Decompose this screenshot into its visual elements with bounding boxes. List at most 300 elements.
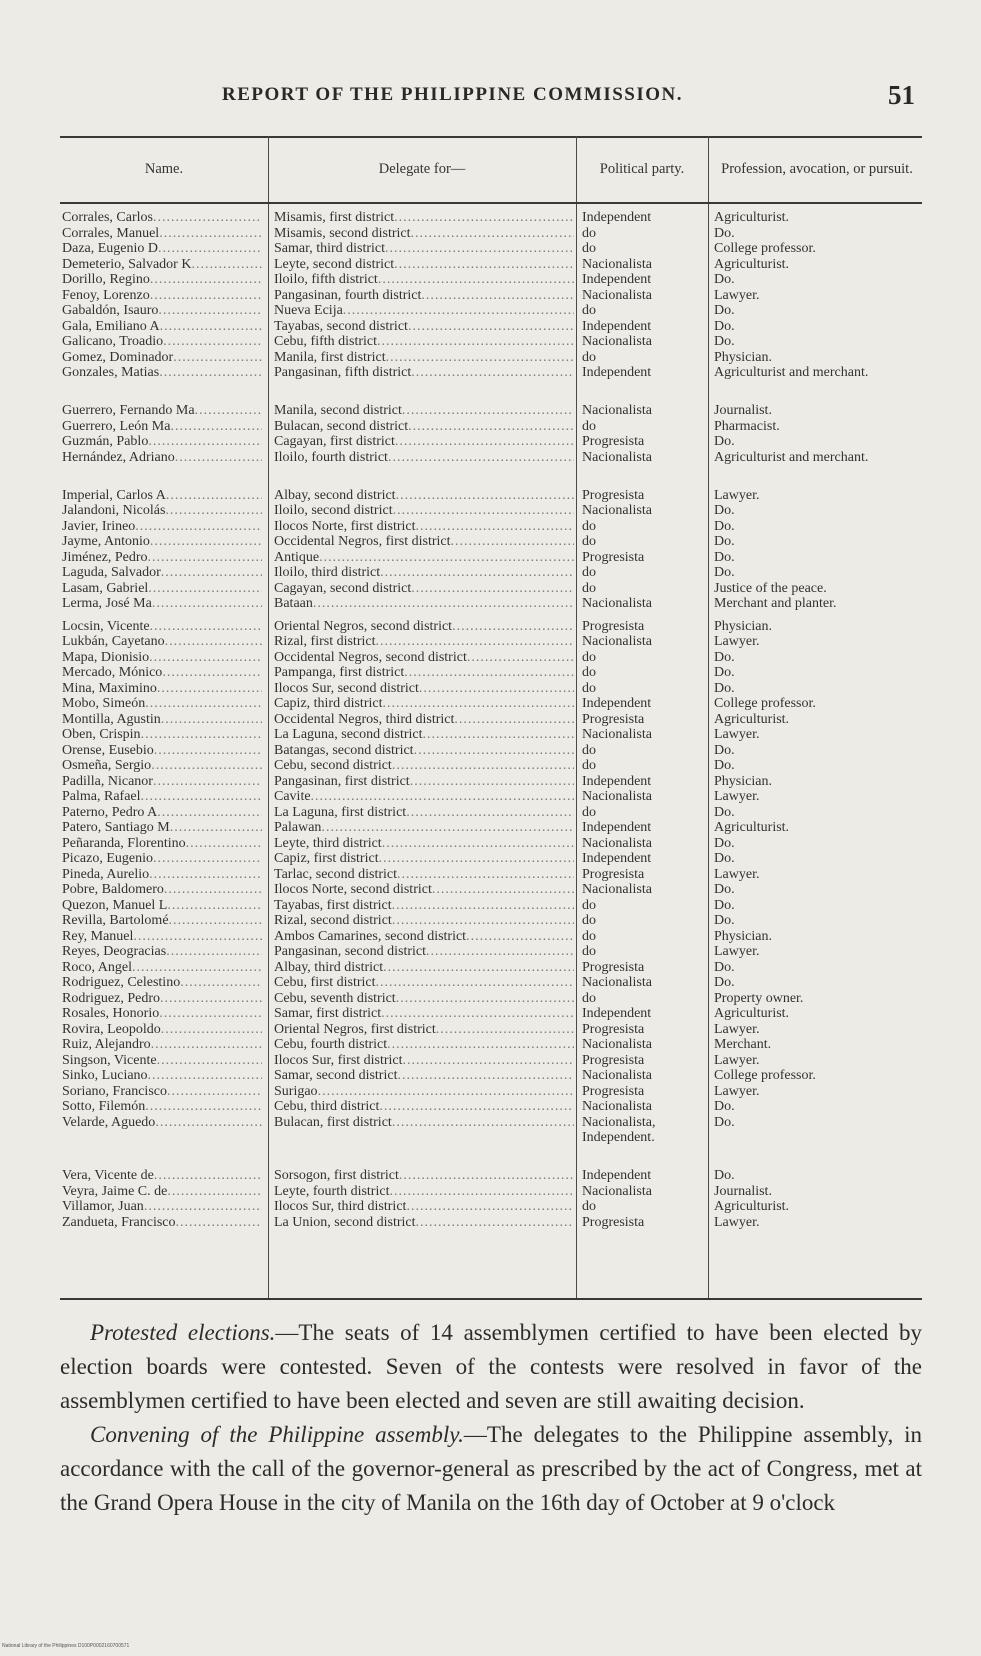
profession: Do. bbox=[714, 959, 735, 975]
delegate-district: Bulacan, first district ..... bbox=[274, 1115, 574, 1131]
political-party: Independent bbox=[582, 272, 652, 287]
political-party: Progresista bbox=[582, 1214, 645, 1230]
table-row bbox=[60, 1084, 922, 1100]
table-row bbox=[60, 634, 922, 650]
profession: Lawyer. bbox=[714, 1021, 760, 1037]
body-text bbox=[60, 1316, 922, 1520]
delegate-district: Occidental Negros, second district ..... bbox=[274, 650, 574, 666]
political-party: do bbox=[582, 665, 596, 680]
profession: Lawyer. bbox=[714, 727, 760, 742]
delegate-district: Ilocos Sur, third district ..... bbox=[274, 1199, 574, 1215]
political-party: Progresista bbox=[582, 618, 645, 634]
delegate-district: Pangasinan, fifth district ..... bbox=[274, 365, 574, 381]
table-row bbox=[60, 1115, 922, 1162]
paragraph-text: —The seats of 14 assemblymen certified to have been elected by election boards were contested. Seven of the contests were resolved in favor of the assemblymen certified to have been elected and seven are still awaiting decision. bbox=[60, 1320, 922, 1413]
political-party: do bbox=[582, 225, 596, 241]
profession: Lawyer. bbox=[714, 1052, 760, 1068]
table-row bbox=[60, 882, 922, 898]
delegate-district: Albay, second district ..... bbox=[274, 488, 574, 504]
political-party: Independent bbox=[582, 820, 652, 835]
profession: Physician. bbox=[714, 928, 772, 944]
delegate-district: Iloilo, third district ..... bbox=[274, 565, 574, 581]
political-party: Nacionalista bbox=[582, 287, 652, 303]
political-party: do bbox=[582, 944, 596, 959]
political-party: Nacionalista bbox=[582, 882, 652, 897]
political-party: Nacionalista bbox=[582, 1099, 652, 1114]
delegate-name: Corrales, Manuel ..... bbox=[62, 226, 262, 242]
delegate-name: Patero, Santiago M ..... bbox=[62, 820, 262, 836]
delegate-district: Misamis, first district ..... bbox=[274, 210, 574, 226]
delegate-name: Vera, Vicente de ..... bbox=[62, 1168, 262, 1184]
table-row bbox=[60, 581, 922, 597]
political-party: Nacionalista bbox=[582, 449, 652, 465]
table-row bbox=[60, 743, 922, 759]
delegate-district: Cavite ..... bbox=[274, 789, 574, 805]
delegate-district: Ilocos Sur, first district ..... bbox=[274, 1053, 574, 1069]
table-row bbox=[60, 805, 922, 821]
delegate-name: Dorillo, Regino ..... bbox=[62, 272, 262, 288]
political-party: Independent bbox=[582, 851, 652, 866]
table-row bbox=[60, 1184, 922, 1200]
profession: Lawyer. bbox=[714, 1083, 760, 1099]
delegate-district: Cebu, third district ..... bbox=[274, 1099, 574, 1115]
profession: Do. bbox=[714, 1168, 735, 1183]
political-party: Independent bbox=[582, 1006, 652, 1021]
delegate-district: Albay, third district ..... bbox=[274, 960, 574, 976]
political-party: Nacionalista bbox=[582, 334, 652, 349]
table-row bbox=[60, 696, 922, 712]
political-party: do bbox=[582, 580, 596, 596]
delegate-name: Orense, Eusebio ..... bbox=[62, 743, 262, 759]
profession: Lawyer. bbox=[714, 866, 760, 882]
delegate-district: Iloilo, second district ..... bbox=[274, 503, 574, 519]
profession: Lawyer. bbox=[714, 487, 760, 503]
delegate-name: Villamor, Juan ..... bbox=[62, 1199, 262, 1215]
political-party: Nacionalista bbox=[582, 503, 652, 518]
delegate-name: Galicano, Troadio ..... bbox=[62, 334, 262, 350]
delegate-district: Ilocos Sur, second district ..... bbox=[274, 681, 574, 697]
table-row bbox=[60, 774, 922, 790]
delegate-name: Mercado, Mónico ..... bbox=[62, 665, 262, 681]
profession: Do. bbox=[714, 225, 735, 241]
table-row bbox=[60, 419, 922, 435]
profession: Do. bbox=[714, 742, 735, 758]
header-rule bbox=[60, 202, 922, 204]
delegate-district: Samar, second district ..... bbox=[274, 1068, 574, 1084]
delegate-name: Padilla, Nicanor ..... bbox=[62, 774, 262, 790]
table-row bbox=[60, 681, 922, 697]
table-row bbox=[60, 1006, 922, 1022]
delegate-name: Oben, Crispin ..... bbox=[62, 727, 262, 743]
delegate-name: Mina, Maximino ..... bbox=[62, 681, 262, 697]
political-party: do bbox=[582, 649, 596, 665]
political-party: Nacionalista bbox=[582, 835, 652, 851]
delegate-district: Oriental Negros, second district ..... bbox=[274, 619, 574, 635]
table-row bbox=[60, 565, 922, 581]
profession: Merchant. bbox=[714, 1037, 772, 1052]
delegate-name: Singson, Vicente ..... bbox=[62, 1053, 262, 1069]
political-party: do bbox=[582, 349, 596, 365]
delegate-name: Picazo, Eugenio ..... bbox=[62, 851, 262, 867]
political-party: do bbox=[582, 534, 596, 549]
table-row bbox=[60, 450, 922, 481]
delegate-name: Rey, Manuel ..... bbox=[62, 929, 262, 945]
delegate-district: Batangas, second district ..... bbox=[274, 743, 574, 759]
profession: Agriculturist. bbox=[714, 210, 790, 225]
table-row bbox=[60, 1053, 922, 1069]
delegate-name: Daza, Eugenio D ..... bbox=[62, 241, 262, 257]
table-row bbox=[60, 1037, 922, 1053]
profession: Agriculturist. bbox=[714, 1199, 790, 1214]
delegate-name: Laguda, Salvador ..... bbox=[62, 565, 262, 581]
political-party: Independent bbox=[582, 1168, 652, 1183]
political-party: do bbox=[582, 990, 596, 1006]
delegate-name: Corrales, Carlos ..... bbox=[62, 210, 262, 226]
delegate-district: Cebu, fifth district ..... bbox=[274, 334, 574, 350]
delegate-district: Sorsogon, first district ..... bbox=[274, 1168, 574, 1184]
paragraph-lead: Convening of the Philippine assembly. bbox=[90, 1422, 464, 1447]
political-party: Progresista bbox=[582, 1083, 645, 1099]
delegate-district: Iloilo, fifth district ..... bbox=[274, 272, 574, 288]
political-party: Independent bbox=[582, 773, 652, 789]
political-party: Nacionalista bbox=[582, 1183, 652, 1199]
delegate-district: Oriental Negros, first district ..... bbox=[274, 1022, 574, 1038]
table-row bbox=[60, 350, 922, 366]
delegate-name: Gomez, Dominador ..... bbox=[62, 350, 262, 366]
profession: Agriculturist. bbox=[714, 1006, 790, 1021]
table-row bbox=[60, 434, 922, 450]
delegate-name: Reyes, Deogracias ..... bbox=[62, 944, 262, 960]
table-row bbox=[60, 226, 922, 242]
table-row bbox=[60, 534, 922, 550]
profession: College professor. bbox=[714, 241, 816, 256]
table-row bbox=[60, 596, 922, 612]
delegate-district: La Laguna, second district ..... bbox=[274, 727, 574, 743]
political-party: Progresista bbox=[582, 487, 645, 503]
delegate-district: La Laguna, first district ..... bbox=[274, 805, 574, 821]
political-party: Nacionalista bbox=[582, 789, 652, 804]
paragraph-text: —The delegates to the Philippine assembly, in accordance with the call of the governor-general as prescribed by the act of Congress, met at the Grand Opera House in the city of Manila on the 16th day of October at 9 o'clock bbox=[60, 1422, 922, 1515]
profession: Agriculturist and merchant. bbox=[714, 365, 869, 380]
delegate-name: Locsin, Vicente ..... bbox=[62, 619, 262, 635]
delegate-name: Gonzales, Matias ..... bbox=[62, 365, 262, 381]
table-row bbox=[60, 712, 922, 728]
table-row bbox=[60, 1199, 922, 1215]
delegate-name: Gabaldón, Isauro ..... bbox=[62, 303, 262, 319]
table-row bbox=[60, 503, 922, 519]
delegate-name: Lasam, Gabriel ..... bbox=[62, 581, 262, 597]
profession: Merchant and planter. bbox=[714, 596, 837, 611]
profession: Do. bbox=[714, 897, 735, 913]
delegate-name: Mapa, Dionisio ..... bbox=[62, 650, 262, 666]
delegate-name: Montilla, Agustin ..... bbox=[62, 712, 262, 728]
political-party: Nacionalista bbox=[582, 727, 652, 742]
delegate-district: Leyte, second district ..... bbox=[274, 257, 574, 273]
delegate-district: Tarlac, second district ..... bbox=[274, 867, 574, 883]
delegate-district: Palawan ..... bbox=[274, 820, 574, 836]
delegate-name: Hernández, Adriano ..... bbox=[62, 450, 262, 466]
political-party: Nacionalista bbox=[582, 634, 652, 649]
delegate-district: Ambos Camarines, second district ..... bbox=[274, 929, 574, 945]
delegate-district: Leyte, third district ..... bbox=[274, 836, 574, 852]
political-party: Independent bbox=[582, 318, 652, 334]
table-row bbox=[60, 303, 922, 319]
profession: Lawyer. bbox=[714, 944, 760, 959]
delegate-district: Pangasinan, second district ..... bbox=[274, 944, 574, 960]
profession: Do. bbox=[714, 1114, 735, 1130]
delegate-name: Veyra, Jaime C. de ..... bbox=[62, 1184, 262, 1200]
table-row bbox=[60, 727, 922, 743]
table-row bbox=[60, 1215, 922, 1231]
political-party: do bbox=[582, 418, 596, 434]
delegate-district: Bataan ..... bbox=[274, 596, 574, 612]
delegate-name: Jayme, Antonio ..... bbox=[62, 534, 262, 550]
table-row bbox=[60, 1168, 922, 1184]
delegate-name: Rodriguez, Celestino ..... bbox=[62, 975, 262, 991]
delegate-district: Cagayan, second district ..... bbox=[274, 581, 574, 597]
delegate-district: Cebu, first district ..... bbox=[274, 975, 574, 991]
profession: Do. bbox=[714, 975, 735, 990]
profession: Pharmacist. bbox=[714, 418, 780, 434]
table-row bbox=[60, 665, 922, 681]
profession: Do. bbox=[714, 804, 735, 820]
delegate-name: Velarde, Aguedo ..... bbox=[62, 1115, 262, 1131]
delegate-name: Revilla, Bartolomé ..... bbox=[62, 913, 262, 929]
paragraph-protested-elections bbox=[60, 1316, 922, 1418]
table-row bbox=[60, 1099, 922, 1115]
delegate-district: Nueva Ecija ..... bbox=[274, 303, 574, 319]
page-number: 51 bbox=[888, 80, 915, 110]
profession: Lawyer. bbox=[714, 789, 760, 804]
delegate-district: Cebu, second district ..... bbox=[274, 758, 574, 774]
header-party: Political party. bbox=[599, 161, 685, 177]
delegate-name: Imperial, Carlos A ..... bbox=[62, 488, 262, 504]
table-row bbox=[60, 913, 922, 929]
delegate-name: Guerrero, León Ma ..... bbox=[62, 419, 262, 435]
political-party: Nacionalista, Independent. bbox=[582, 1114, 656, 1145]
delegate-name: Rodriguez, Pedro ..... bbox=[62, 991, 262, 1007]
profession: Do. bbox=[714, 303, 735, 318]
political-party: do bbox=[582, 742, 596, 758]
profession: Journalist. bbox=[714, 1183, 772, 1199]
delegate-district: Manila, first district ..... bbox=[274, 350, 574, 366]
profession: Physician. bbox=[714, 618, 772, 634]
delegate-name: Guerrero, Fernando Ma ..... bbox=[62, 403, 262, 419]
profession: Lawyer. bbox=[714, 1214, 760, 1230]
delegate-district: Antique ..... bbox=[274, 550, 574, 566]
delegate-district: Manila, second district ..... bbox=[274, 403, 574, 419]
political-party: do bbox=[582, 680, 596, 696]
delegate-name: Lerma, José Ma ..... bbox=[62, 596, 262, 612]
delegate-district: Occidental Negros, first district ..... bbox=[274, 534, 574, 550]
delegate-district: Tayabas, second district ..... bbox=[274, 319, 574, 335]
header-name: Name. bbox=[144, 161, 184, 177]
delegate-district: Cagayan, first district ..... bbox=[274, 434, 574, 450]
delegate-district: Ilocos Norte, second district ..... bbox=[274, 882, 574, 898]
delegate-name: Guzmán, Pablo ..... bbox=[62, 434, 262, 450]
delegate-name: Mobo, Simeón ..... bbox=[62, 696, 262, 712]
delegate-name: Fenoy, Lorenzo ..... bbox=[62, 288, 262, 304]
political-party: Independent bbox=[582, 365, 652, 380]
table-row bbox=[60, 334, 922, 350]
political-party: do bbox=[582, 1199, 596, 1214]
profession: Do. bbox=[714, 549, 735, 565]
delegate-name: Peñaranda, Florentino ..... bbox=[62, 836, 262, 852]
table-row bbox=[60, 789, 922, 805]
delegate-name: Pobre, Baldomero ..... bbox=[62, 882, 262, 898]
running-head: REPORT OF THE PHILIPPINE COMMISSION. bbox=[222, 84, 684, 105]
profession: Do. bbox=[714, 851, 735, 866]
political-party: Nacionalista bbox=[582, 1068, 652, 1083]
political-party: Independent bbox=[582, 696, 652, 711]
header-delegate: Delegate for— bbox=[378, 161, 466, 177]
page-header bbox=[0, 80, 981, 120]
political-party: do bbox=[582, 758, 596, 773]
profession: Do. bbox=[714, 882, 735, 897]
table-row bbox=[60, 929, 922, 945]
delegate-district: Rizal, second district ..... bbox=[274, 913, 574, 929]
delegate-name: Gala, Emiliano A ..... bbox=[62, 319, 262, 335]
profession: Do. bbox=[714, 835, 735, 851]
delegate-name: Sinko, Luciano ..... bbox=[62, 1068, 262, 1084]
table-row bbox=[60, 960, 922, 976]
paragraph-convening bbox=[60, 1418, 922, 1520]
delegate-name: Rovira, Leopoldo ..... bbox=[62, 1022, 262, 1038]
delegate-district: Pampanga, first district ..... bbox=[274, 665, 574, 681]
delegate-district: Pangasinan, fourth district ..... bbox=[274, 288, 574, 304]
delegate-name: Javier, Irineo ..... bbox=[62, 519, 262, 535]
delegate-name: Soriano, Francisco ..... bbox=[62, 1084, 262, 1100]
delegate-district: Ilocos Norte, first district ..... bbox=[274, 519, 574, 535]
profession: Do. bbox=[714, 434, 735, 449]
table-row bbox=[60, 488, 922, 504]
delegate-name: Quezon, Manuel L ..... bbox=[62, 898, 262, 914]
profession: Do. bbox=[714, 649, 735, 665]
political-party: do bbox=[582, 804, 596, 820]
delegate-name: Ruiz, Alejandro ..... bbox=[62, 1037, 262, 1053]
table-row bbox=[60, 319, 922, 335]
profession: Do. bbox=[714, 318, 735, 334]
profession: Do. bbox=[714, 534, 735, 549]
profession: Do. bbox=[714, 334, 735, 349]
table-body bbox=[60, 210, 922, 1230]
profession: Physician. bbox=[714, 349, 772, 365]
table-row bbox=[60, 365, 922, 396]
political-party: do bbox=[582, 897, 596, 913]
header-profession: Profession, avocation, or pursuit. bbox=[721, 161, 913, 177]
table-row bbox=[60, 619, 922, 635]
table-row bbox=[60, 550, 922, 566]
profession: Agriculturist. bbox=[714, 820, 790, 835]
table-row bbox=[60, 851, 922, 867]
delegates-table bbox=[60, 136, 922, 1300]
political-party: Progresista bbox=[582, 1021, 645, 1037]
delegate-district: Iloilo, fourth district ..... bbox=[274, 450, 574, 466]
delegate-name: Paterno, Pedro A ..... bbox=[62, 805, 262, 821]
profession: Property owner. bbox=[714, 990, 804, 1006]
table-row bbox=[60, 867, 922, 883]
table-row bbox=[60, 975, 922, 991]
political-party: do bbox=[582, 518, 596, 534]
political-party: do bbox=[582, 303, 596, 318]
delegate-name: Lukbán, Cayetano ..... bbox=[62, 634, 262, 650]
profession: Do. bbox=[714, 1099, 735, 1114]
table-row bbox=[60, 820, 922, 836]
profession: Lawyer. bbox=[714, 634, 760, 649]
delegate-district: Pangasinan, first district ..... bbox=[274, 774, 574, 790]
delegate-district: Misamis, second district ..... bbox=[274, 226, 574, 242]
delegate-district: Cebu, fourth district ..... bbox=[274, 1037, 574, 1053]
table-row bbox=[60, 257, 922, 273]
political-party: Progresista bbox=[582, 434, 645, 449]
profession: Justice of the peace. bbox=[714, 580, 827, 596]
table-row bbox=[60, 241, 922, 257]
political-party: Nacionalista bbox=[582, 975, 652, 990]
political-party: Progresista bbox=[582, 1052, 645, 1068]
political-party: Progresista bbox=[582, 959, 645, 975]
delegate-name: Demeterio, Salvador K ..... bbox=[62, 257, 262, 273]
table-row bbox=[60, 1022, 922, 1038]
delegate-district: Samar, first district ..... bbox=[274, 1006, 574, 1022]
delegate-district: Samar, third district ..... bbox=[274, 241, 574, 257]
political-party: Progresista bbox=[582, 549, 645, 565]
delegate-name: Sotto, Filemón ..... bbox=[62, 1099, 262, 1115]
profession: Do. bbox=[714, 913, 735, 928]
delegate-district: Rizal, first district ..... bbox=[274, 634, 574, 650]
political-party: do bbox=[582, 241, 596, 256]
profession: College professor. bbox=[714, 696, 816, 711]
table-row bbox=[60, 650, 922, 666]
delegate-name: Pineda, Aurelio ..... bbox=[62, 867, 262, 883]
delegate-name: Zandueta, Francisco ..... bbox=[62, 1215, 262, 1231]
profession: Do. bbox=[714, 565, 735, 580]
table-row bbox=[60, 1068, 922, 1084]
delegate-district: Capiz, third district ..... bbox=[274, 696, 574, 712]
political-party: Nacionalista bbox=[582, 256, 652, 272]
profession: Physician. bbox=[714, 773, 772, 789]
delegate-name: Jiménez, Pedro ..... bbox=[62, 550, 262, 566]
profession: Do. bbox=[714, 518, 735, 534]
delegate-name: Roco, Angel ..... bbox=[62, 960, 262, 976]
political-party: Nacionalista bbox=[582, 403, 652, 418]
delegate-name: Rosales, Honorio ..... bbox=[62, 1006, 262, 1022]
table-row bbox=[60, 210, 922, 226]
table-row bbox=[60, 519, 922, 535]
table-row bbox=[60, 944, 922, 960]
table-row bbox=[60, 898, 922, 914]
profession: Do. bbox=[714, 272, 735, 287]
delegate-district: Surigao ..... bbox=[274, 1084, 574, 1100]
political-party: Nacionalista bbox=[582, 596, 652, 611]
table-row bbox=[60, 991, 922, 1007]
profession: Lawyer. bbox=[714, 287, 760, 303]
profession: Agriculturist. bbox=[714, 256, 790, 272]
delegate-district: Tayabas, first district ..... bbox=[274, 898, 574, 914]
delegate-district: La Union, second district ..... bbox=[274, 1215, 574, 1231]
political-party: Progresista bbox=[582, 866, 645, 882]
delegate-name: Palma, Rafael ..... bbox=[62, 789, 262, 805]
political-party: do bbox=[582, 913, 596, 928]
table-row bbox=[60, 272, 922, 288]
profession: Do. bbox=[714, 665, 735, 680]
profession: College professor. bbox=[714, 1068, 816, 1083]
delegate-district: Bulacan, second district ..... bbox=[274, 419, 574, 435]
footer-credit: National Library of the Philippines D100P0002160700571 bbox=[2, 1643, 130, 1649]
profession: Do. bbox=[714, 503, 735, 518]
table-row bbox=[60, 758, 922, 774]
delegate-district: Occidental Negros, third district ..... bbox=[274, 712, 574, 728]
profession: Do. bbox=[714, 680, 735, 696]
